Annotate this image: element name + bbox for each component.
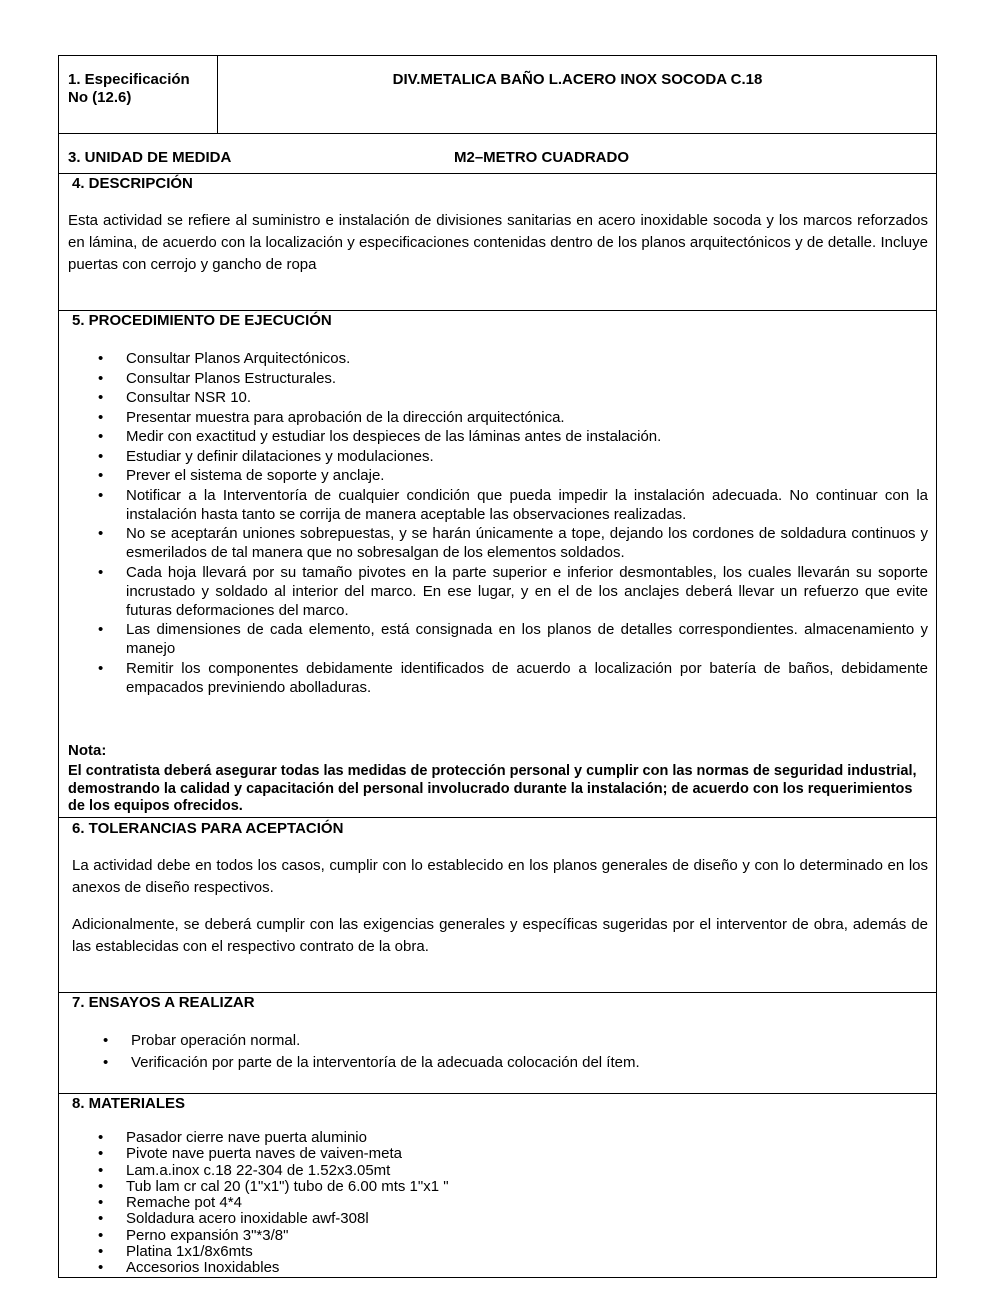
- list-item: • Cada hoja llevará por su tamaño pivotes en la parte superior e inferior desmontables, los cuales llevarán su soporte incrustado y soldado al interior del marco. En ese lugar, y en el de los anclajes deberá llevar un refuerzo que evite futuras deformaciones del marco.: [126, 563, 928, 620]
- list-item: • Soldadura acero inoxidable awf-308l: [126, 1211, 916, 1227]
- procedure-list: [126, 349, 928, 697]
- procedure-heading: 5. PROCEDIMIENTO DE EJECUCIÓN: [72, 312, 332, 329]
- list-item: • Remache pot 4*4: [126, 1195, 916, 1211]
- list-item: • Prever el sistema de soporte y anclaje.: [126, 466, 928, 485]
- spec-number-label: 1. Especificación: [68, 71, 190, 88]
- list-item: • Accesorios Inoxidables: [126, 1260, 916, 1276]
- list-item: • Notificar a la Interventoría de cualquier condición que pueda impedir la instalación adecuada. No continuar con la instalación hasta tanto se corrija de manera aceptable las observaciones realizadas.: [126, 486, 928, 524]
- row-divider: [59, 173, 936, 174]
- spec-number-value: No (12.6): [68, 89, 132, 106]
- row-divider: [59, 133, 936, 134]
- row-divider: [59, 992, 936, 993]
- tolerances-heading: 6. TOLERANCIAS PARA ACEPTACIÓN: [72, 820, 344, 837]
- tests-list: [131, 1030, 921, 1074]
- list-item: • Perno expansión 3"*3/8": [126, 1228, 916, 1244]
- list-item: • Consultar Planos Arquitectónicos.: [126, 349, 928, 368]
- row-divider: [59, 310, 936, 311]
- tolerances-paragraph-1: La actividad debe en todos los casos, cumplir con lo establecido en los planos generales de diseño y con lo determinado en los anexos de diseño respectivos.: [72, 857, 928, 896]
- materials-list: [126, 1130, 916, 1277]
- list-item: • Platina 1x1/8x6mts: [126, 1244, 916, 1260]
- list-item: • Tub lam cr cal 20 (1"x1") tubo de 6.00 mts 1"x1 ": [126, 1179, 916, 1195]
- unit-label: 3. UNIDAD DE MEDIDA: [68, 149, 232, 166]
- list-item: • Pivote nave puerta naves de vaiven-meta: [126, 1146, 916, 1162]
- note-text: El contratista deberá asegurar todas las medidas de protección personal y cumplir con las normas de seguridad industrial, demostrando la calidad y capacitación del personal involucrado durante la instalación; de acuerdo con los requerimientos de los equipos ofrecidos.: [68, 763, 917, 814]
- list-item: • Consultar Planos Estructurales.: [126, 369, 928, 388]
- spec-number-cell: [68, 71, 218, 107]
- description-heading: 4. DESCRIPCIÓN: [72, 175, 193, 192]
- list-item: • Lam.a.inox c.18 22-304 de 1.52x3.05mt: [126, 1163, 916, 1179]
- list-item: • Estudiar y definir dilataciones y modulaciones.: [126, 447, 928, 466]
- row-divider: [59, 1093, 936, 1094]
- list-item: • Presentar muestra para aprobación de la dirección arquitectónica.: [126, 408, 928, 427]
- list-item: • Medir con exactitud y estudiar los despieces de las láminas antes de instalación.: [126, 427, 928, 446]
- list-item: • Verificación por parte de la interventoría de la adecuada colocación del ítem.: [131, 1052, 921, 1074]
- spec-title: DIV.METALICA BAÑO L.ACERO INOX SOCODA C.18: [392, 71, 763, 88]
- unit-value: M2–METRO CUADRADO: [454, 149, 630, 166]
- list-item: • Remitir los componentes debidamente identificados de acuerdo a localización por batería de baños, debidamente empacados previniendo abolladuras.: [126, 659, 928, 697]
- list-item: • Las dimensiones de cada elemento, está consignada en los planos de detalles correspondientes. almacenamiento y manejo: [126, 620, 928, 658]
- list-item: • Pasador cierre nave puerta aluminio: [126, 1130, 916, 1146]
- row-divider: [59, 817, 936, 818]
- list-item: • Probar operación normal.: [131, 1030, 921, 1052]
- list-item: • No se aceptarán uniones sobrepuestas, y se harán únicamente a tope, dejando los cordones de soldadura continuos y esmerilados de tal manera que no sobresalgan de los elementos soldados.: [126, 524, 928, 562]
- note-label: Nota:: [68, 742, 107, 759]
- tolerances-paragraph-2: Adicionalmente, se deberá cumplir con las exigencias generales y específicas sugeridas por el interventor de obra, además de las establecidas con el respectivo contrato de la obra.: [72, 916, 928, 955]
- description-text: Esta actividad se refiere al suministro e instalación de divisiones sanitarias en acero inoxidable socoda y los marcos reforzados en lámina, de acuerdo con la localización y especificaciones contenidas dentro de los planos arquitectónicos y de detalle. Incluye puertas con cerrojo y gancho de ropa: [68, 212, 928, 273]
- list-item: • Consultar NSR 10.: [126, 388, 928, 407]
- tests-heading: 7. ENSAYOS A REALIZAR: [72, 994, 255, 1011]
- materials-heading: 8. MATERIALES: [72, 1095, 186, 1112]
